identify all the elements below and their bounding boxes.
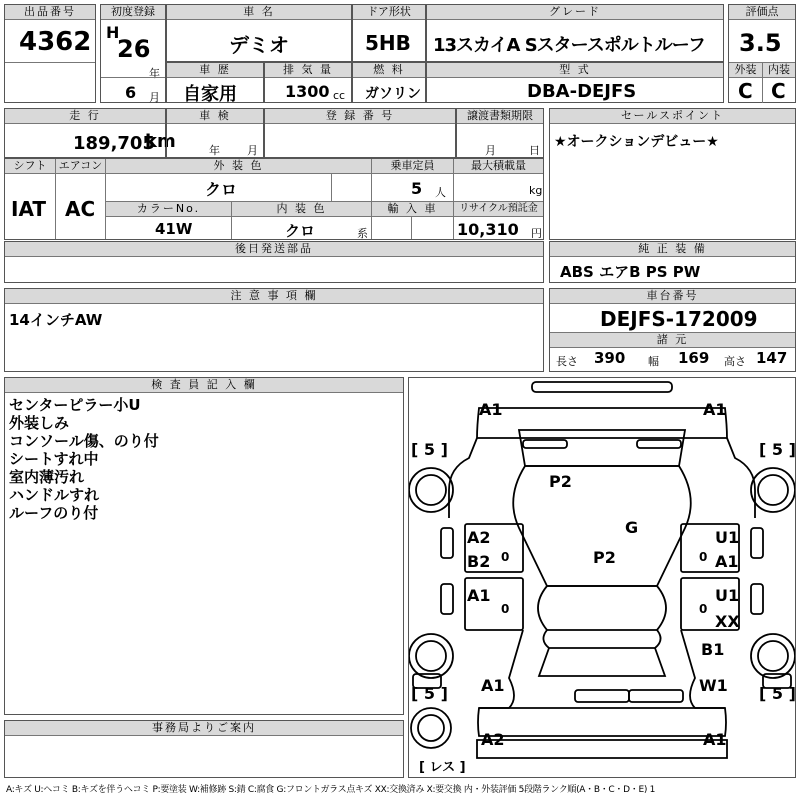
grade-box — [426, 4, 724, 62]
length: 390 — [594, 349, 626, 367]
mileage: 189,705 — [73, 133, 155, 154]
height-label: 高さ — [724, 355, 746, 368]
height: 147 — [756, 349, 788, 367]
era: H — [106, 23, 120, 42]
score-label: 評価点 — [729, 5, 795, 20]
load-unit: kg — [529, 184, 543, 197]
width-label: 幅 — [648, 355, 659, 368]
office-box — [4, 720, 404, 778]
load-label: 最大積載量 — [453, 159, 543, 174]
reg-month: 6 — [125, 83, 137, 102]
month-unit: 月 — [149, 91, 160, 104]
inspector-line: シートすれ中 — [9, 450, 99, 468]
int-color-unit: 系 — [357, 227, 368, 240]
mark-windshield: G — [625, 518, 639, 537]
inspector-line: コンソール傷、のり付 — [9, 432, 159, 450]
reg-no-label: 登 録 番 号 — [265, 109, 455, 124]
inspector-line: ルーフのり付 — [9, 504, 99, 522]
lot-box — [4, 4, 96, 103]
car-name-box — [166, 4, 352, 62]
chassis-number: DEJFS-172009 — [600, 307, 758, 331]
capacity-unit: 人 — [435, 186, 446, 199]
mark-rl-door: A1 — [467, 586, 491, 605]
mileage-unit: km — [145, 131, 176, 152]
lot-number: 4362 — [19, 27, 92, 57]
recycle-label: リサイクル預託金 — [453, 202, 543, 217]
ext-color-label: 外 装 色 — [105, 159, 371, 174]
displacement: 1300 — [285, 82, 330, 101]
car-name: デミオ — [229, 33, 289, 57]
history-label: 車 歴 — [167, 63, 263, 78]
mark-roof: P2 — [593, 548, 616, 567]
transfer-box — [456, 108, 544, 158]
inspector-line: センターピラー小U — [9, 396, 141, 414]
history: 自家用 — [183, 84, 237, 105]
sales-box — [549, 108, 796, 240]
year-unit: 年 — [149, 67, 160, 80]
displacement-box — [264, 62, 352, 103]
transfer-month-unit: 月 — [485, 144, 496, 157]
zero-mark: 0 — [699, 550, 708, 564]
reg-year: 26 — [117, 35, 151, 63]
tire-rr: [ 5 ] — [759, 684, 796, 703]
interior-score: C — [771, 79, 786, 103]
import-label: 輸 入 車 — [371, 202, 453, 217]
zero-mark: 0 — [501, 602, 510, 616]
mark-bumper-right: A1 — [703, 730, 727, 749]
notes-box — [4, 288, 544, 372]
recycle: 10,310 — [457, 220, 519, 239]
sales-label: セールスポイント — [550, 109, 795, 124]
legend: A:キズ U:ヘコミ B:キズを伴うヘコミ P:要塗装 W:補修跡 S:錆 C:腐食 G:フロントガラス点キズ XX:交換済み X:要交換 内・外装評価 5段階ランク順(A・B・C・D・E) 1 — [6, 785, 656, 795]
inspector-box — [4, 377, 404, 715]
model-box — [426, 62, 724, 103]
grade-label: グレード — [427, 5, 723, 20]
inspector-line: 外装しみ — [9, 414, 70, 432]
score: 3.5 — [739, 29, 782, 57]
insp-month-unit: 月 — [247, 144, 258, 157]
color-no-label: カラーNo. — [105, 202, 231, 217]
zero-mark: 0 — [501, 550, 510, 564]
insp-year-unit: 年 — [209, 144, 220, 157]
length-label: 長さ — [556, 355, 578, 368]
recycle-unit: 円 — [531, 227, 542, 240]
grade: 13スカイA Sスタースポルトルーフ — [433, 35, 705, 56]
capacity: 5 — [411, 179, 423, 198]
int-color-label: 内 装 色 — [231, 202, 371, 217]
mark-rr-door-a: U1 — [715, 586, 740, 605]
door-box — [352, 4, 426, 62]
office-label: 事務局よりご案内 — [5, 721, 403, 736]
fuel-label: 燃 料 — [353, 63, 425, 78]
exterior-label: 外装 — [729, 63, 762, 78]
chassis-label: 車台番号 — [550, 289, 795, 304]
chassis-box — [549, 288, 796, 372]
shift-label: シフト — [5, 159, 55, 174]
displacement-label: 排 気 量 — [265, 63, 351, 78]
transfer-day-unit: 日 — [529, 144, 540, 157]
car-outline — [409, 378, 795, 777]
history-box — [166, 62, 264, 103]
equipment-box — [549, 241, 796, 283]
mark-hood: P2 — [549, 472, 572, 491]
mark-fl-door-b: B2 — [467, 552, 491, 571]
door-label: ドア形状 — [353, 5, 425, 20]
ext-color: クロ — [205, 180, 238, 199]
mark-bumper-left: A2 — [481, 730, 505, 749]
car-name-label: 車 名 — [167, 5, 351, 20]
first-reg-label: 初度登録 — [101, 5, 165, 20]
ac: AC — [65, 197, 96, 221]
mark-rr-door-b: XX — [715, 612, 740, 631]
score-box — [728, 4, 796, 103]
parts-label: 後日発送部品 — [5, 242, 543, 257]
parts-box — [4, 241, 544, 283]
lot-label: 出品番号 — [5, 5, 95, 20]
fuel: ガソリン — [365, 86, 421, 102]
mark-fr-door-a: U1 — [715, 528, 740, 547]
mileage-box — [4, 108, 176, 158]
capacity-label: 乗車定員 — [371, 159, 453, 174]
inspection-label: 車 検 — [167, 109, 263, 124]
sales-point: ★オークションデビュー★ — [554, 134, 719, 150]
mileage-label: 走 行 — [5, 109, 165, 124]
tire-rl: [ 5 ] — [411, 684, 448, 703]
mark-rear-right-b: B1 — [701, 640, 725, 659]
tire-spare: [ レス ] — [419, 760, 466, 775]
tire-fr: [ 5 ] — [759, 440, 796, 459]
equipment-label: 純 正 装 備 — [550, 242, 795, 257]
notes: 14インチAW — [9, 311, 103, 329]
notes-label: 注 意 事 項 欄 — [5, 289, 543, 304]
exterior-score: C — [738, 79, 753, 103]
inspector-label: 検 査 員 記 入 欄 — [5, 378, 403, 393]
transfer-label: 譲渡書類期限 — [457, 109, 543, 124]
mark-fr-door-b: A1 — [715, 552, 739, 571]
inspector-line: ハンドルすれ — [9, 486, 100, 504]
inspection-box — [166, 108, 264, 158]
mark-rear-left: A1 — [481, 676, 505, 695]
fuel-box — [352, 62, 426, 103]
reg-no-box — [264, 108, 456, 158]
spec-box — [4, 158, 544, 240]
door-type: 5HB — [365, 31, 411, 55]
shift: IAT — [11, 197, 47, 221]
displacement-unit: cc — [333, 89, 346, 102]
width: 169 — [678, 349, 710, 367]
inspector-line: 室内薄汚れ — [9, 468, 85, 486]
mark-front-right: A1 — [703, 400, 727, 419]
damage-diagram — [408, 377, 796, 778]
interior-label: 内装 — [762, 63, 795, 78]
model-label: 型 式 — [427, 63, 723, 78]
int-color: クロ — [285, 222, 316, 240]
mark-front-left: A1 — [479, 400, 503, 419]
color-no: 41W — [155, 220, 193, 238]
mark-fl-door-a: A2 — [467, 528, 491, 547]
tire-fl: [ 5 ] — [411, 440, 448, 459]
zero-mark: 0 — [699, 602, 708, 616]
model: DBA-DEJFS — [527, 81, 637, 102]
ac-label: エアコン — [55, 159, 105, 174]
equipment: ABS エアB PS PW — [560, 263, 701, 281]
mark-rear-right-w: W1 — [699, 676, 728, 695]
first-reg-box — [100, 4, 166, 103]
dims-label: 諸 元 — [550, 332, 795, 348]
